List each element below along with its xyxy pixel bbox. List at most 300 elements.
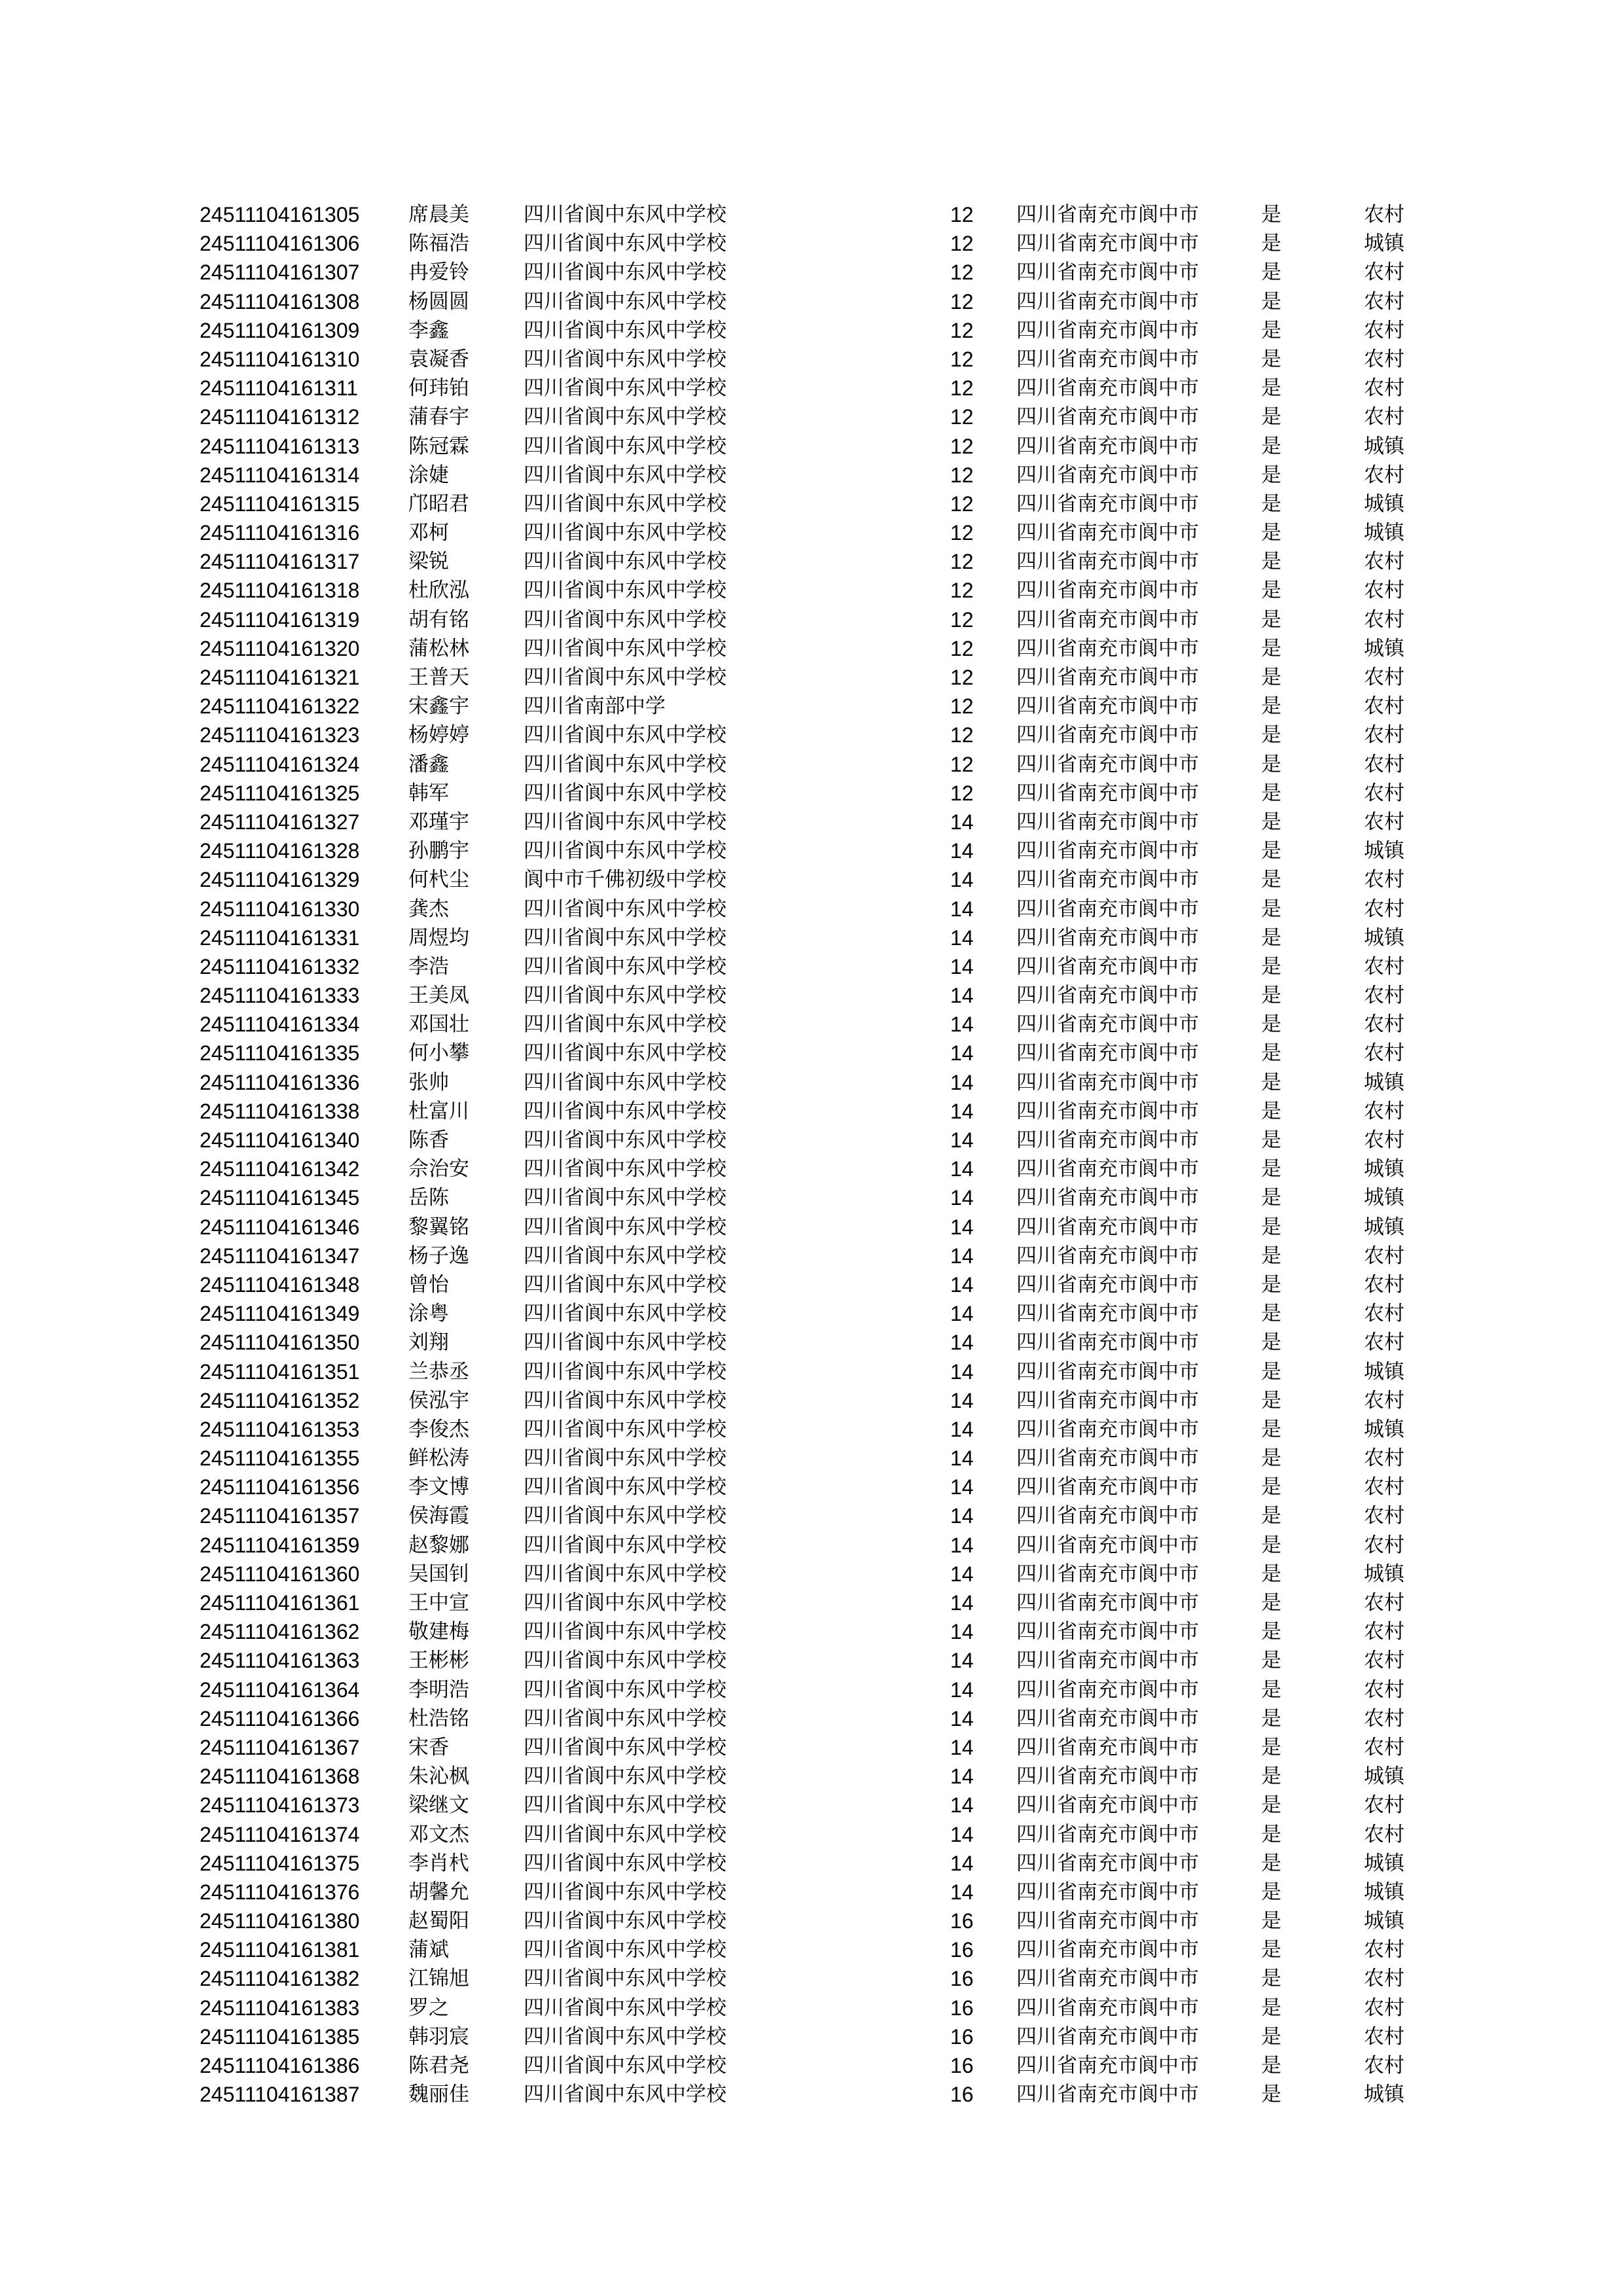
student-name-cell: 韩羽宸 xyxy=(408,2024,469,2049)
area-type-cell: 农村 xyxy=(1364,666,1404,689)
flag-cell: 是 xyxy=(1261,1677,1281,1702)
student-name-cell: 赵蜀阳 xyxy=(408,1909,469,1933)
location-cell: 四川省南充市阆中市 xyxy=(1016,723,1199,747)
table-row xyxy=(0,1907,1623,1935)
location-cell: 四川省南充市阆中市 xyxy=(1016,521,1199,545)
location-cell: 四川省南充市阆中市 xyxy=(1016,752,1199,776)
school-cell: 四川省阆中东风中学校 xyxy=(524,1128,726,1152)
location-cell: 四川省南充市阆中市 xyxy=(1016,1677,1199,1702)
number-cell: 14 xyxy=(950,1851,974,1875)
school-cell: 四川省阆中东风中学校 xyxy=(524,839,726,863)
table-row xyxy=(0,634,1623,663)
flag-cell: 是 xyxy=(1261,1562,1281,1586)
location-cell: 四川省南充市阆中市 xyxy=(1016,781,1199,805)
flag-cell: 是 xyxy=(1261,579,1281,603)
candidate-id-cell: 24511104161332 xyxy=(200,954,360,978)
table-row xyxy=(0,1155,1623,1183)
student-name-cell: 冉爱铃 xyxy=(408,260,469,285)
candidate-id-cell: 24511104161321 xyxy=(200,666,360,689)
flag-cell: 是 xyxy=(1261,1186,1281,1210)
flag-cell: 是 xyxy=(1261,318,1281,342)
student-name-cell: 邓柯 xyxy=(408,521,449,545)
location-cell: 四川省南充市阆中市 xyxy=(1016,1735,1199,1759)
student-name-cell: 孙鹏宇 xyxy=(408,839,469,863)
school-cell: 四川省阆中东风中学校 xyxy=(524,405,726,429)
area-type-cell: 城镇 xyxy=(1364,434,1404,458)
flag-cell: 是 xyxy=(1261,492,1281,516)
school-cell: 四川省阆中东风中学校 xyxy=(524,1938,726,1962)
location-cell: 四川省南充市阆中市 xyxy=(1016,1909,1199,1933)
student-name-cell: 鲜松涛 xyxy=(408,1446,469,1471)
candidate-id-cell: 24511104161381 xyxy=(200,1938,360,1962)
area-type-cell: 城镇 xyxy=(1364,1417,1404,1441)
area-type-cell: 农村 xyxy=(1364,1735,1404,1759)
table-row xyxy=(0,1126,1623,1155)
location-cell: 四川省南充市阆中市 xyxy=(1016,1186,1199,1210)
school-cell: 四川省阆中东风中学校 xyxy=(524,203,726,226)
school-cell: 四川省阆中东风中学校 xyxy=(524,289,726,314)
school-cell: 四川省阆中东风中学校 xyxy=(524,2083,726,2107)
location-cell: 四川省南充市阆中市 xyxy=(1016,925,1199,950)
flag-cell: 是 xyxy=(1261,2054,1281,2077)
flag-cell: 是 xyxy=(1261,232,1281,256)
area-type-cell: 城镇 xyxy=(1364,636,1404,660)
area-type-cell: 农村 xyxy=(1364,289,1404,314)
number-cell: 14 xyxy=(950,1359,974,1384)
candidate-id-cell: 24511104161338 xyxy=(200,1099,360,1123)
flag-cell: 是 xyxy=(1261,1649,1281,1673)
candidate-id-cell: 24511104161356 xyxy=(200,1475,360,1499)
school-cell: 四川省阆中东风中学校 xyxy=(524,1620,726,1644)
student-name-cell: 涂婕 xyxy=(408,463,449,487)
candidate-id-cell: 24511104161334 xyxy=(200,1013,360,1037)
area-type-cell: 农村 xyxy=(1364,1649,1404,1673)
number-cell: 14 xyxy=(950,868,974,892)
student-name-cell: 李文博 xyxy=(408,1475,469,1499)
school-cell: 四川省阆中东风中学校 xyxy=(524,723,726,747)
flag-cell: 是 xyxy=(1261,1735,1281,1759)
flag-cell: 是 xyxy=(1261,694,1281,719)
location-cell: 四川省南充市阆中市 xyxy=(1016,1562,1199,1586)
number-cell: 12 xyxy=(950,492,974,516)
table-row xyxy=(0,1733,1623,1762)
school-cell: 四川省阆中东风中学校 xyxy=(524,1215,726,1239)
student-name-cell: 龚杰 xyxy=(408,897,449,921)
flag-cell: 是 xyxy=(1261,1938,1281,1962)
school-cell: 四川省阆中东风中学校 xyxy=(524,434,726,458)
flag-cell: 是 xyxy=(1261,781,1281,805)
area-type-cell: 农村 xyxy=(1364,1504,1404,1528)
location-cell: 四川省南充市阆中市 xyxy=(1016,232,1199,256)
location-cell: 四川省南充市阆中市 xyxy=(1016,1851,1199,1875)
location-cell: 四川省南充市阆中市 xyxy=(1016,1446,1199,1471)
table-row xyxy=(0,403,1623,431)
candidate-id-cell: 24511104161308 xyxy=(200,289,360,314)
area-type-cell: 农村 xyxy=(1364,463,1404,487)
flag-cell: 是 xyxy=(1261,1128,1281,1152)
flag-cell: 是 xyxy=(1261,1504,1281,1528)
flag-cell: 是 xyxy=(1261,1533,1281,1557)
candidate-id-cell: 24511104161387 xyxy=(200,2083,360,2107)
flag-cell: 是 xyxy=(1261,868,1281,892)
number-cell: 14 xyxy=(950,1070,974,1094)
flag-cell: 是 xyxy=(1261,376,1281,401)
location-cell: 四川省南充市阆中市 xyxy=(1016,1649,1199,1673)
table-row xyxy=(0,287,1623,316)
number-cell: 16 xyxy=(950,2024,974,2049)
candidate-id-cell: 24511104161309 xyxy=(200,318,360,342)
area-type-cell: 农村 xyxy=(1364,1128,1404,1152)
candidate-id-cell: 24511104161375 xyxy=(200,1851,360,1875)
table-row xyxy=(0,692,1623,721)
student-name-cell: 魏丽佳 xyxy=(408,2083,469,2107)
candidate-id-cell: 24511104161325 xyxy=(200,781,360,805)
number-cell: 14 xyxy=(950,810,974,834)
candidate-id-cell: 24511104161382 xyxy=(200,1967,360,1991)
area-type-cell: 城镇 xyxy=(1364,492,1404,516)
number-cell: 12 xyxy=(950,347,974,371)
school-cell: 四川省阆中东风中学校 xyxy=(524,897,726,921)
student-name-cell: 敬建梅 xyxy=(408,1620,469,1644)
student-name-cell: 蒲松林 xyxy=(408,636,469,660)
table-row xyxy=(0,576,1623,605)
number-cell: 12 xyxy=(950,260,974,285)
student-name-cell: 李肖杙 xyxy=(408,1851,469,1875)
table-row xyxy=(0,1357,1623,1386)
number-cell: 14 xyxy=(950,1446,974,1471)
flag-cell: 是 xyxy=(1261,897,1281,921)
student-name-cell: 佘治安 xyxy=(408,1157,469,1181)
table-row xyxy=(0,1444,1623,1473)
number-cell: 12 xyxy=(950,752,974,776)
number-cell: 14 xyxy=(950,1157,974,1181)
number-cell: 12 xyxy=(950,289,974,314)
table-row xyxy=(0,1183,1623,1212)
table-row xyxy=(0,1010,1623,1039)
table-row xyxy=(0,2022,1623,2051)
number-cell: 12 xyxy=(950,550,974,574)
number-cell: 14 xyxy=(950,1562,974,1586)
student-name-cell: 邓国壮 xyxy=(408,1013,469,1037)
student-name-cell: 王普天 xyxy=(408,666,469,689)
student-name-cell: 潘鑫 xyxy=(408,752,449,776)
flag-cell: 是 xyxy=(1261,463,1281,487)
number-cell: 16 xyxy=(950,1967,974,1991)
area-type-cell: 农村 xyxy=(1364,781,1404,805)
school-cell: 四川省阆中东风中学校 xyxy=(524,1388,726,1412)
area-type-cell: 农村 xyxy=(1364,752,1404,776)
school-cell: 四川省阆中东风中学校 xyxy=(524,1331,726,1355)
candidate-id-cell: 24511104161328 xyxy=(200,839,360,863)
student-name-cell: 杨子逸 xyxy=(408,1244,469,1268)
school-cell: 四川省阆中东风中学校 xyxy=(524,1302,726,1326)
flag-cell: 是 xyxy=(1261,347,1281,371)
number-cell: 14 xyxy=(950,1244,974,1268)
number-cell: 12 xyxy=(950,203,974,226)
student-name-cell: 杜富川 xyxy=(408,1099,469,1123)
student-name-cell: 周煜均 xyxy=(408,925,469,950)
table-row xyxy=(0,895,1623,924)
candidate-id-cell: 24511104161310 xyxy=(200,347,360,371)
candidate-id-cell: 24511104161349 xyxy=(200,1302,360,1326)
student-name-cell: 杨婷婷 xyxy=(408,723,469,747)
student-name-cell: 侯泓宇 xyxy=(408,1388,469,1412)
candidate-id-cell: 24511104161340 xyxy=(200,1128,360,1152)
school-cell: 四川省阆中东风中学校 xyxy=(524,1996,726,2020)
area-type-cell: 农村 xyxy=(1364,376,1404,401)
location-cell: 四川省南充市阆中市 xyxy=(1016,434,1199,458)
number-cell: 14 xyxy=(950,1591,974,1615)
school-cell: 四川省阆中东风中学校 xyxy=(524,1851,726,1875)
area-type-cell: 农村 xyxy=(1364,347,1404,371)
flag-cell: 是 xyxy=(1261,1996,1281,2020)
area-type-cell: 城镇 xyxy=(1364,1186,1404,1210)
area-type-cell: 农村 xyxy=(1364,723,1404,747)
flag-cell: 是 xyxy=(1261,607,1281,632)
location-cell: 四川省南充市阆中市 xyxy=(1016,1099,1199,1123)
location-cell: 四川省南充市阆中市 xyxy=(1016,260,1199,285)
flag-cell: 是 xyxy=(1261,1272,1281,1297)
school-cell: 四川省阆中东风中学校 xyxy=(524,925,726,950)
table-row xyxy=(0,2051,1623,2080)
candidate-id-cell: 24511104161330 xyxy=(200,897,360,921)
table-row xyxy=(0,1617,1623,1646)
candidate-id-cell: 24511104161306 xyxy=(200,232,360,256)
school-cell: 四川省阆中东风中学校 xyxy=(524,1649,726,1673)
location-cell: 四川省南充市阆中市 xyxy=(1016,376,1199,401)
location-cell: 四川省南充市阆中市 xyxy=(1016,1822,1199,1846)
candidate-id-cell: 24511104161364 xyxy=(200,1677,360,1702)
candidate-id-cell: 24511104161373 xyxy=(200,1793,360,1818)
student-name-cell: 邓瑾宇 xyxy=(408,810,469,834)
flag-cell: 是 xyxy=(1261,1591,1281,1615)
flag-cell: 是 xyxy=(1261,1706,1281,1731)
area-type-cell: 城镇 xyxy=(1364,521,1404,545)
number-cell: 14 xyxy=(950,954,974,978)
number-cell: 14 xyxy=(950,1504,974,1528)
student-name-cell: 陈福浩 xyxy=(408,232,469,256)
table-row xyxy=(0,1560,1623,1588)
number-cell: 14 xyxy=(950,1649,974,1673)
flag-cell: 是 xyxy=(1261,2024,1281,2049)
school-cell: 四川省阆中东风中学校 xyxy=(524,752,726,776)
number-cell: 12 xyxy=(950,521,974,545)
student-name-cell: 黎翼铭 xyxy=(408,1215,469,1239)
table-row xyxy=(0,1791,1623,1820)
candidate-id-cell: 24511104161352 xyxy=(200,1388,360,1412)
student-name-cell: 邓文杰 xyxy=(408,1822,469,1846)
school-cell: 四川省阆中东风中学校 xyxy=(524,1822,726,1846)
candidate-id-cell: 24511104161323 xyxy=(200,723,360,747)
flag-cell: 是 xyxy=(1261,954,1281,978)
school-cell: 四川省阆中东风中学校 xyxy=(524,1013,726,1037)
flag-cell: 是 xyxy=(1261,1793,1281,1818)
flag-cell: 是 xyxy=(1261,1244,1281,1268)
table-row xyxy=(0,200,1623,229)
school-cell: 四川省阆中东风中学校 xyxy=(524,1591,726,1615)
school-cell: 四川省阆中东风中学校 xyxy=(524,579,726,603)
student-name-cell: 张帅 xyxy=(408,1070,449,1094)
location-cell: 四川省南充市阆中市 xyxy=(1016,1388,1199,1412)
candidate-id-cell: 24511104161376 xyxy=(200,1880,360,1904)
area-type-cell: 农村 xyxy=(1364,318,1404,342)
candidate-id-cell: 24511104161345 xyxy=(200,1186,360,1210)
table-row xyxy=(0,1242,1623,1270)
location-cell: 四川省南充市阆中市 xyxy=(1016,347,1199,371)
location-cell: 四川省南充市阆中市 xyxy=(1016,810,1199,834)
student-name-cell: 陈君尧 xyxy=(408,2054,469,2077)
number-cell: 14 xyxy=(950,1735,974,1759)
school-cell: 四川省阆中东风中学校 xyxy=(524,1359,726,1384)
student-name-cell: 朱沁枫 xyxy=(408,1765,469,1789)
student-name-cell: 蒲斌 xyxy=(408,1938,449,1962)
table-row xyxy=(0,1994,1623,2022)
student-name-cell: 赵黎娜 xyxy=(408,1533,469,1557)
number-cell: 12 xyxy=(950,232,974,256)
candidate-id-cell: 24511104161351 xyxy=(200,1359,360,1384)
location-cell: 四川省南充市阆中市 xyxy=(1016,289,1199,314)
table-row xyxy=(0,1878,1623,1907)
location-cell: 四川省南充市阆中市 xyxy=(1016,666,1199,689)
flag-cell: 是 xyxy=(1261,1475,1281,1499)
location-cell: 四川省南充市阆中市 xyxy=(1016,1417,1199,1441)
area-type-cell: 城镇 xyxy=(1364,232,1404,256)
student-name-cell: 何杙尘 xyxy=(408,868,469,892)
flag-cell: 是 xyxy=(1261,1851,1281,1875)
candidate-id-cell: 24511104161316 xyxy=(200,521,360,545)
candidate-id-cell: 24511104161353 xyxy=(200,1417,360,1441)
area-type-cell: 农村 xyxy=(1364,1996,1404,2020)
flag-cell: 是 xyxy=(1261,2083,1281,2107)
table-row xyxy=(0,1299,1623,1328)
flag-cell: 是 xyxy=(1261,1909,1281,1933)
area-type-cell: 农村 xyxy=(1364,694,1404,719)
area-type-cell: 农村 xyxy=(1364,1706,1404,1731)
candidate-id-cell: 24511104161333 xyxy=(200,984,360,1008)
candidate-id-cell: 24511104161357 xyxy=(200,1504,360,1528)
school-cell: 四川省阆中东风中学校 xyxy=(524,1186,726,1210)
location-cell: 四川省南充市阆中市 xyxy=(1016,2083,1199,2107)
number-cell: 16 xyxy=(950,1938,974,1962)
candidate-id-cell: 24511104161360 xyxy=(200,1562,360,1586)
location-cell: 四川省南充市阆中市 xyxy=(1016,2054,1199,2077)
flag-cell: 是 xyxy=(1261,839,1281,863)
area-type-cell: 农村 xyxy=(1364,203,1404,226)
candidate-id-cell: 24511104161348 xyxy=(200,1272,360,1297)
flag-cell: 是 xyxy=(1261,1041,1281,1066)
location-cell: 四川省南充市阆中市 xyxy=(1016,1880,1199,1904)
location-cell: 四川省南充市阆中市 xyxy=(1016,1793,1199,1818)
flag-cell: 是 xyxy=(1261,1302,1281,1326)
location-cell: 四川省南充市阆中市 xyxy=(1016,463,1199,487)
area-type-cell: 农村 xyxy=(1364,1446,1404,1471)
number-cell: 14 xyxy=(950,897,974,921)
area-type-cell: 农村 xyxy=(1364,405,1404,429)
candidate-id-cell: 24511104161315 xyxy=(200,492,360,516)
table-row xyxy=(0,316,1623,345)
number-cell: 14 xyxy=(950,1822,974,1846)
candidate-id-cell: 24511104161336 xyxy=(200,1070,360,1094)
candidate-id-cell: 24511104161335 xyxy=(200,1041,360,1066)
area-type-cell: 农村 xyxy=(1364,1967,1404,1991)
candidate-id-cell: 24511104161366 xyxy=(200,1706,360,1731)
location-cell: 四川省南充市阆中市 xyxy=(1016,1359,1199,1384)
area-type-cell: 农村 xyxy=(1364,579,1404,603)
school-cell: 四川省阆中东风中学校 xyxy=(524,376,726,401)
area-type-cell: 农村 xyxy=(1364,1677,1404,1702)
number-cell: 14 xyxy=(950,1099,974,1123)
table-row xyxy=(0,1473,1623,1501)
student-name-cell: 杜欣泓 xyxy=(408,579,469,603)
school-cell: 四川省阆中东风中学校 xyxy=(524,1417,726,1441)
number-cell: 14 xyxy=(950,1765,974,1789)
location-cell: 四川省南充市阆中市 xyxy=(1016,1302,1199,1326)
flag-cell: 是 xyxy=(1261,636,1281,660)
location-cell: 四川省南充市阆中市 xyxy=(1016,1591,1199,1615)
flag-cell: 是 xyxy=(1261,521,1281,545)
number-cell: 14 xyxy=(950,925,974,950)
number-cell: 14 xyxy=(950,1417,974,1441)
candidate-id-cell: 24511104161368 xyxy=(200,1765,360,1789)
flag-cell: 是 xyxy=(1261,1013,1281,1037)
area-type-cell: 农村 xyxy=(1364,1041,1404,1066)
table-row xyxy=(0,345,1623,374)
student-name-cell: 王彬彬 xyxy=(408,1649,469,1673)
table-row xyxy=(0,750,1623,779)
number-cell: 14 xyxy=(950,1013,974,1037)
area-type-cell: 城镇 xyxy=(1364,1215,1404,1239)
school-cell: 四川省阆中东风中学校 xyxy=(524,550,726,574)
school-cell: 四川省阆中东风中学校 xyxy=(524,954,726,978)
student-name-cell: 吴国钊 xyxy=(408,1562,469,1586)
candidate-id-cell: 24511104161355 xyxy=(200,1446,360,1471)
school-cell: 四川省阆中东风中学校 xyxy=(524,1446,726,1471)
number-cell: 16 xyxy=(950,2083,974,2107)
flag-cell: 是 xyxy=(1261,1417,1281,1441)
number-cell: 12 xyxy=(950,636,974,660)
student-name-cell: 侯海霞 xyxy=(408,1504,469,1528)
flag-cell: 是 xyxy=(1261,1446,1281,1471)
location-cell: 四川省南充市阆中市 xyxy=(1016,550,1199,574)
area-type-cell: 农村 xyxy=(1364,1244,1404,1268)
flag-cell: 是 xyxy=(1261,434,1281,458)
flag-cell: 是 xyxy=(1261,260,1281,285)
number-cell: 16 xyxy=(950,1996,974,2020)
location-cell: 四川省南充市阆中市 xyxy=(1016,1706,1199,1731)
table-row xyxy=(0,374,1623,403)
area-type-cell: 农村 xyxy=(1364,2054,1404,2077)
number-cell: 12 xyxy=(950,694,974,719)
area-type-cell: 农村 xyxy=(1364,260,1404,285)
school-cell: 四川省阆中东风中学校 xyxy=(524,492,726,516)
table-row xyxy=(0,1501,1623,1530)
school-cell: 四川省阆中东风中学校 xyxy=(524,1504,726,1528)
location-cell: 四川省南充市阆中市 xyxy=(1016,984,1199,1008)
table-row xyxy=(0,1270,1623,1299)
candidate-id-cell: 24511104161314 xyxy=(200,463,360,487)
student-name-cell: 杨圆圆 xyxy=(408,289,469,314)
student-name-cell: 何小攀 xyxy=(408,1041,469,1066)
table-row xyxy=(0,1964,1623,1993)
school-cell: 四川省阆中东风中学校 xyxy=(524,347,726,371)
area-type-cell: 农村 xyxy=(1364,1533,1404,1557)
candidate-id-cell: 24511104161380 xyxy=(200,1909,360,1933)
area-type-cell: 农村 xyxy=(1364,1013,1404,1037)
flag-cell: 是 xyxy=(1261,723,1281,747)
candidate-id-cell: 24511104161322 xyxy=(200,694,360,719)
area-type-cell: 城镇 xyxy=(1364,1880,1404,1904)
table-row xyxy=(0,605,1623,634)
